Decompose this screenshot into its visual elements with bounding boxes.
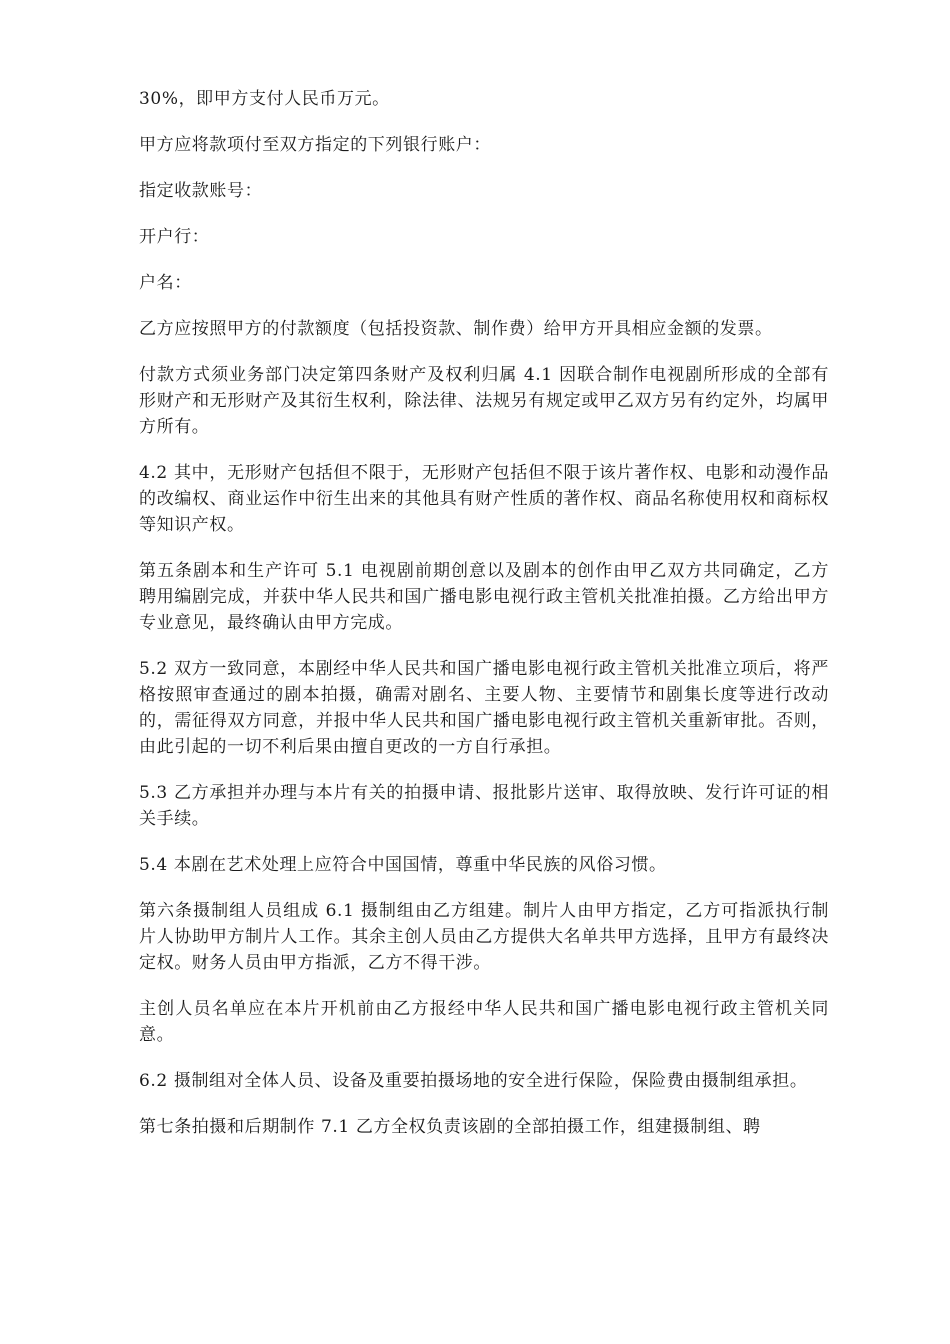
document-body (139, 86, 829, 1160)
paragraph-article-5-1: 第五条剧本和生产许可 5.1 电视剧前期创意以及剧本的创作由甲乙双方共同确定，乙方聘用编剧完成，并获中华人民共和国广播电影电视行政主管机关批准拍摄。乙方给出甲方专业意见，最终确认由甲方完成。 (139, 561, 829, 633)
paragraph-article-6-1: 第六条摄制组人员组成 6.1 摄制组由乙方组建。制片人由甲方指定，乙方可指派执行制片人协助甲方制片人工作。其余主创人员由乙方提供大名单共甲方选择，且甲方有最终决定权。财务人员由甲方指派，乙方不得干涉。 (139, 901, 829, 973)
paragraph-article-5-4: 5.4 本剧在艺术处理上应符合中国国情，尊重中华民族的风俗习惯。 (139, 855, 667, 875)
paragraph-payment-ratio: 30%，即甲方支付人民币万元。 (139, 89, 390, 109)
paragraph-bank-account-intro: 甲方应将款项付至双方指定的下列银行账户： (139, 135, 491, 155)
paragraph-article-5-3: 5.3 乙方承担并办理与本片有关的拍摄申请、报批影片送审、取得放映、发行许可证的相关手续。 (139, 783, 829, 829)
paragraph-article-4-1: 付款方式须业务部门决定第四条财产及权利归属 4.1 因联合制作电视剧所形成的全部有形财产和无形财产及其衍生权利，除法律、法规另有规定或甲乙双方另有约定外，均属甲方所有。 (139, 365, 829, 437)
paragraph-account-number: 指定收款账号： (139, 181, 263, 201)
paragraph-account-holder: 户名： (139, 273, 192, 293)
paragraph-article-7-1: 第七条拍摄和后期制作 7.1 乙方全权负责该剧的全部拍摄工作，组建摄制组、聘 (139, 1117, 761, 1137)
paragraph-crew-list: 主创人员名单应在本片开机前由乙方报经中华人民共和国广播电影电视行政主管机关同意。 (139, 999, 829, 1045)
paragraph-article-5-2: 5.2 双方一致同意，本剧经中华人民共和国广播电影电视行政主管机关批准立项后，将严格按照审查通过的剧本拍摄，确需对剧名、主要人物、主要情节和剧集长度等进行改动的，需征得双方同意，并报中华人民共和国广播电影电视行政主管机关重新审批。否则，由此引起的一切不利后果由擅自更改的一方自行承担。 (139, 659, 829, 757)
paragraph-invoice: 乙方应按照甲方的付款额度（包括投资款、制作费）给甲方开具相应金额的发票。 (139, 319, 773, 339)
paragraph-bank-name: 开户行： (139, 227, 210, 247)
paragraph-article-6-2: 6.2 摄制组对全体人员、设备及重要拍摄场地的安全进行保险，保险费由摄制组承担。 (139, 1071, 808, 1091)
paragraph-article-4-2: 4.2 其中，无形财产包括但不限于，无形财产包括但不限于该片著作权、电影和动漫作品的改编权、商业运作中衍生出来的其他具有财产性质的著作权、商品名称使用权和商标权等知识产权。 (139, 463, 829, 535)
